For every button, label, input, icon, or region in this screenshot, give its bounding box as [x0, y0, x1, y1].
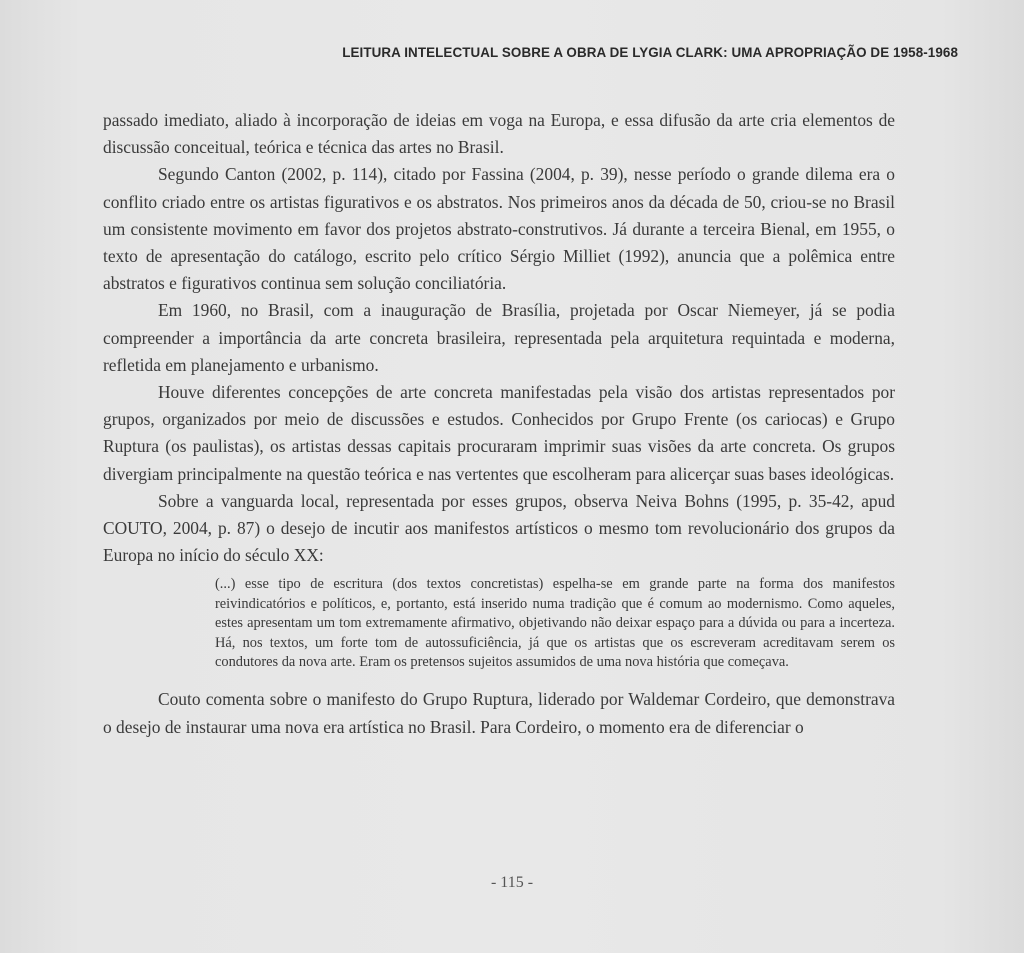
- paragraph-canton: Segundo Canton (2002, p. 114), citado por Fassina (2004, p. 39), nesse período o grande dilema era o conflito criado entre os artistas figurativos e os abstratos. Nos primeiros anos da década de 50, criou-se no Brasil um consistente movimento em favor dos projetos abstrato-construtivos. Já durante a terceira Bienal, em 1955, o texto de apresentação do catálogo, escrito pelo crítico Sérgio Milliet (1992), anuncia que a polêmica entre abstratos e figurativos continua sem solução conciliatória.: [103, 164, 895, 294]
- page-number: - 115 -: [490, 874, 534, 891]
- paragraph-brasilia: Em 1960, no Brasil, com a inauguração de Brasília, projetada por Oscar Niemeyer, já se podia compreender a importância da arte concreta brasileira, representada pela arquitetura requintada e moderna, refletida em planejamento e urbanismo.: [103, 300, 895, 375]
- running-header: LEITURA INTELECTUAL SOBRE A OBRA DE LYGIA CLARK: UMA APROPRIAÇÃO DE 1958-1968: [342, 45, 958, 60]
- paragraph-groups: Houve diferentes concepções de arte concreta manifestadas pela visão dos artistas representados por grupos, organizados por meio de discussões e estudos. Conhecidos por Grupo Frente (os cariocas) e Grupo Ruptura (os paulistas), os artistas dessas capitais procuraram imprimir suas visões da arte concreta. Os grupos divergiam principalmente na questão teórica e nas vertentes que escolheram para alicerçar suas bases ideológicas.: [103, 382, 895, 484]
- block-quote: (...) esse tipo de escritura (dos textos concretistas) espelha-se em grande parte na forma dos manifestos reivindicatórios e políticos, e, portanto, está inserido numa tradição que é comum ao modernismo. Como aqueles, estes apresentam um tom extremamente afirmativo, objetivando não deixar espaço para a dúvida ou para a incerteza. Há, nos textos, um forte tom de autossuficiência, já que os artistas que os escreveram acreditavam serem os condutores da nova arte. Eram os pretensos sujeitos assumidos de uma nova história que começava.: [215, 576, 895, 671]
- paragraph-couto: Couto comenta sobre o manifesto do Grupo Ruptura, liderado por Waldemar Cordeiro, que demonstrava o desejo de instaurar uma nova era artística no Brasil. Para Cordeiro, o momento era de diferenciar o: [103, 689, 895, 737]
- paragraph-vanguard: Sobre a vanguarda local, representada por esses grupos, observa Neiva Bohns (1995, p. 35-42, apud COUTO, 2004, p. 87) o desejo de incutir aos manifestos artísticos o mesmo tom revolucionário dos grupos da Europa no início do século XX:: [103, 490, 895, 566]
- body-text: [103, 107, 895, 741]
- paragraph-continuation: passado imediato, aliado à incorporação de ideias em voga na Europa, e essa difusão da arte cria elementos de discussão conceitual, teórica e técnica das artes no Brasil.: [103, 110, 895, 158]
